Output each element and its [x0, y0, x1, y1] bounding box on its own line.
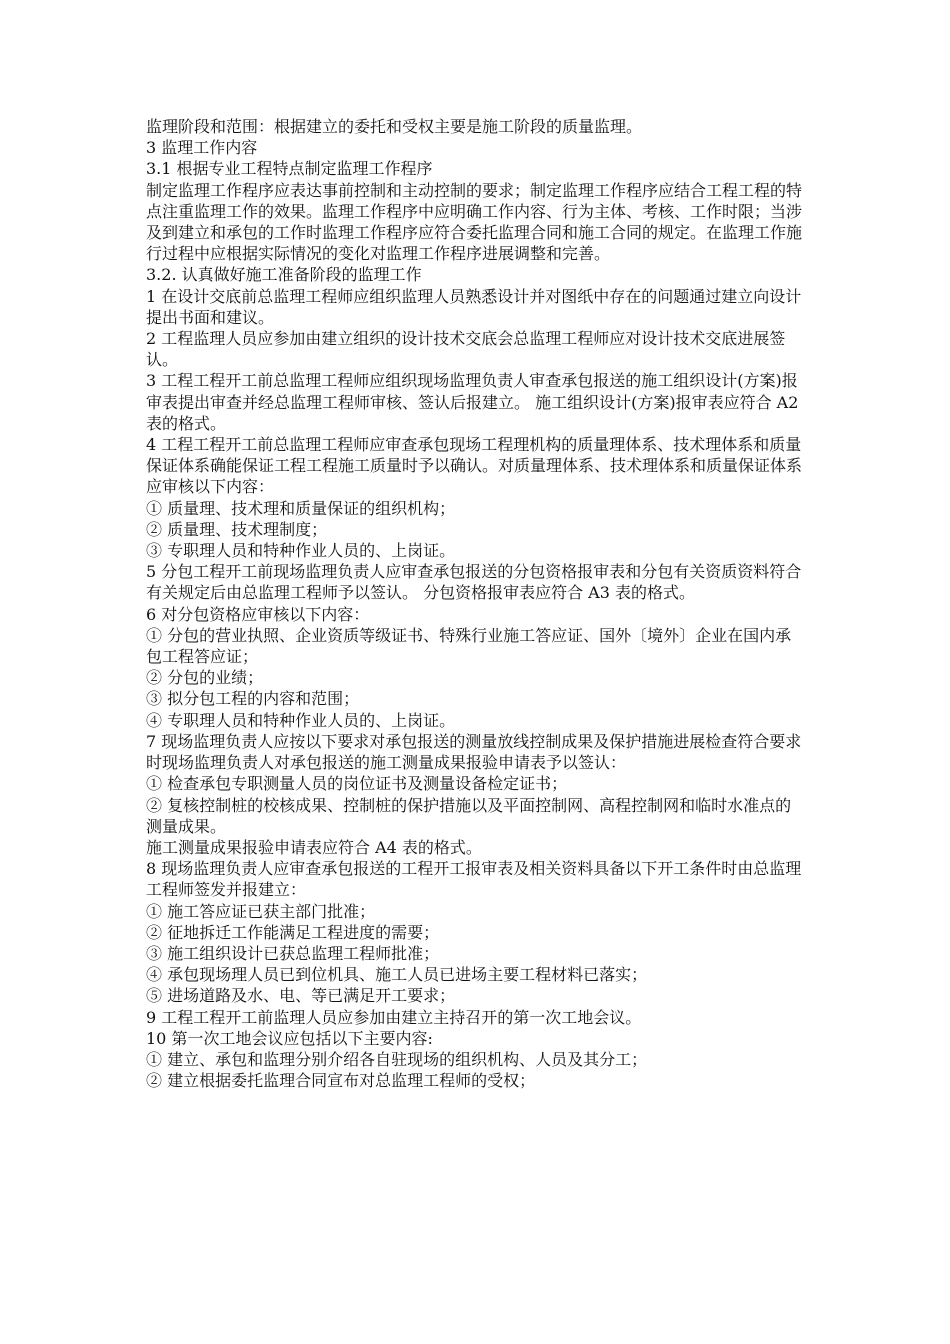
heading-section-3-2: 3.2. 认真做好施工准备阶段的监理工作: [146, 265, 422, 285]
list-item-8-5: ⑤ 进场道路及水、电、等已满足开工要求；: [146, 986, 456, 1006]
list-item-7-1: ① 检查承包专职测量人员的岗位证书及测量设备检定证书；: [146, 774, 568, 794]
list-item-6-1: ① 分包的营业执照、企业资质等级证书、特殊行业施工答应证、国外〔境外〕企业在国内承包工程答应证；: [146, 625, 792, 667]
paragraph-item-8: 8 现场监理负责人应审查承包报送的工程开工报审表及相关资料具备以下开工条件时由总监理工程师签发并报建立：: [146, 859, 802, 900]
paragraph-item-10: 10 第一次工地会议应包括以下主要内容:: [146, 1028, 433, 1048]
paragraph-item-1: 1 在设计交底前总监理工程师应组织监理人员熟悉设计并对图纸中存在的问题通过建立向设计提出书面和建议。: [146, 286, 802, 327]
paragraph-item-3: 3 工程工程开工前总监理工程师应组织现场监理负责人审查承包报送的施工组织设计(方案)报审表提出审查并经总监理工程师审核、签认后报建立。 施工组织设计(方案)报审表应符合 A2 表的格式。: [146, 371, 799, 433]
heading-section-3-1: 3.1 根据专业工程特点制定监理工作程序: [146, 159, 433, 179]
list-item-8-3: ③ 施工组织设计已获总监理工程师批准；: [146, 943, 440, 963]
list-item-8-1: ① 施工答应证已获主部门批准；: [146, 901, 376, 921]
list-item-8-2: ② 征地拆迁工作能满足工程进度的需要；: [146, 922, 440, 942]
list-item-8-4: ④ 承包现场理人员已到位机具、施工人员已进场主要工程材料已落实；: [146, 965, 648, 985]
paragraph-item-9: 9 工程工程开工前监理人员应参加由建立主持召开的第一次工地会议。: [146, 1007, 642, 1027]
list-item-10-1: ① 建立、承包和监理分别介绍各自驻现场的组织机构、人员及其分工；: [146, 1049, 648, 1069]
heading-section-3: 3 监理工作内容: [146, 138, 258, 158]
paragraph-item-5: 5 分包工程开工前现场监理负责人应审查承包报送的分包资格报审表和分包有关资质资料符合有关规定后由总监理工程师予以签认。 分包资格报审表应符合 A3 表的格式。: [146, 562, 802, 603]
list-item-4-3: ③ 专职理人员和特种作业人员的、上岗证。: [146, 541, 456, 561]
list-item-6-4: ④ 专职理人员和特种作业人员的、上岗证。: [146, 710, 456, 730]
list-item-4-1: ① 质量理、技术理和质量保证的组织机构；: [146, 498, 456, 518]
paragraph-a4-note: 施工测量成果报验申请表应符合 A4 表的格式。: [146, 837, 482, 857]
list-item-6-2: ② 分包的业绩；: [146, 668, 264, 688]
list-item-10-2: ② 建立根据委托监理合同宣布对总监理工程师的受权；: [146, 1071, 536, 1091]
document-body: [146, 116, 806, 1091]
list-item-4-2: ② 质量理、技术理制度；: [146, 519, 328, 539]
list-item-6-3: ③ 拟分包工程的内容和范围；: [146, 689, 360, 709]
paragraph-item-6: 6 对分包资格应审核以下内容：: [146, 604, 370, 624]
paragraph-scope: 监理阶段和范围：根据建立的委托和受权主要是施工阶段的质量监理。: [146, 117, 643, 136]
paragraph-item-2: 2 工程监理人员应参加由建立组织的设计技术交底会总监理工程师应对设计技术交底进展签认。: [146, 329, 786, 370]
paragraph-procedure: 制定监理工作程序应表达事前控制和主动控制的要求；制定监理工作程序应结合工程工程的特点注重监理工作的效果。监理工作程序中应明确工作内容、行为主体、考核、工作时限；当涉及到建立和承包的工作时监理工作程序应符合委托监理合同和施工合同的规定。在监理工作施行过程中应根据实际情况的变化对监理工作程序进展调整和完善。: [146, 180, 803, 264]
list-item-7-2: ② 复核控制桩的校核成果、控制桩的保护措施以及平面控制网、高程控制网和临时水准点的测量成果。: [146, 795, 792, 836]
paragraph-item-4: 4 工程工程开工前总监理工程师应审查承包现场工程理机构的质量理体系、技术理体系和质量保证体系确能保证工程工程施工质量时予以确认。对质量理体系、技术理体系和质量保证体系应审核以下内容：: [146, 435, 803, 497]
paragraph-item-7: 7 现场监理负责人应按以下要求对承包报送的测量放线控制成果及保护措施进展检查符合要求时现场监理负责人对承包报送的施工测量成果报验申请表予以签认：: [146, 731, 802, 773]
